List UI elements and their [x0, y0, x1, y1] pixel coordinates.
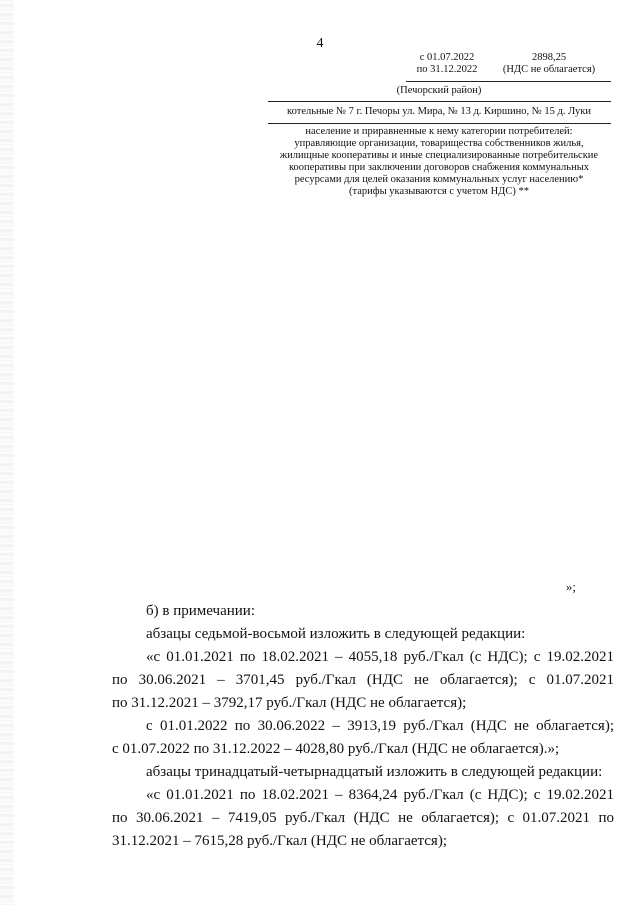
paragraph-note-intro: б) в примечании: [146, 603, 255, 619]
paragraph-line: с 01.01.2022 по 30.06.2022 – 3913,19 руб./Гкал (НДС не облагается); [146, 718, 614, 734]
paragraph-line: по 30.06.2021 – 3701,45 руб./Гкал (НДС не облагается); с 01.07.2021 [112, 672, 614, 688]
boilers-cell: котельные № 7 г. Печоры ул. Мира, № 13 д. Киршино, № 15 д. Луки [287, 106, 591, 117]
page-number: 4 [316, 36, 324, 51]
category-cell: население и приравненные к нему категории потребителей: управляющие организации, товарищества собственников жилья, жилищные кооперативы и иные специализированные потребительские кооперативы при заключении договоров снабжения коммунальных ресурсами для целей оказания коммунальных услуг населению* (тарифы указываются с учетом НДС) ** [279, 126, 599, 197]
paragraph-line: с 01.07.2022 по 31.12.2022 – 4028,80 руб./Гкал (НДС не облагается).»; [112, 741, 560, 757]
paragraph-line: по 30.06.2021 – 7419,05 руб./Гкал (НДС не облагается); с 01.07.2021 по [112, 810, 614, 826]
paragraph-line: по 31.12.2021 – 3792,17 руб./Гкал (НДС не облагается); [112, 695, 467, 711]
value-cell: 2898,25 (НДС не облагается) [502, 52, 596, 75]
scan-edge [0, 0, 14, 905]
paragraph-line: «с 01.01.2021 по 18.02.2021 – 4055,18 руб./Гкал (с НДС); с 19.02.2021 [146, 649, 614, 665]
paragraph-13-14-intro: абзацы тринадцатый-четырнадцатый изложить в следующей редакции: [146, 764, 603, 780]
period-cell: с 01.07.2022 по 31.12.2022 [416, 52, 478, 75]
paragraph-line: 31.12.2021 – 7615,28 руб./Гкал (НДС не облагается); [112, 833, 447, 849]
district-cell: (Печорский район) [396, 85, 482, 96]
closing-mark: »; [565, 579, 576, 594]
paragraph-line: «с 01.01.2021 по 18.02.2021 – 8364,24 руб./Гкал (с НДС); с 19.02.2021 [146, 787, 614, 803]
paragraph-7-8-intro: абзацы седьмой-восьмой изложить в следующей редакции: [146, 626, 526, 642]
